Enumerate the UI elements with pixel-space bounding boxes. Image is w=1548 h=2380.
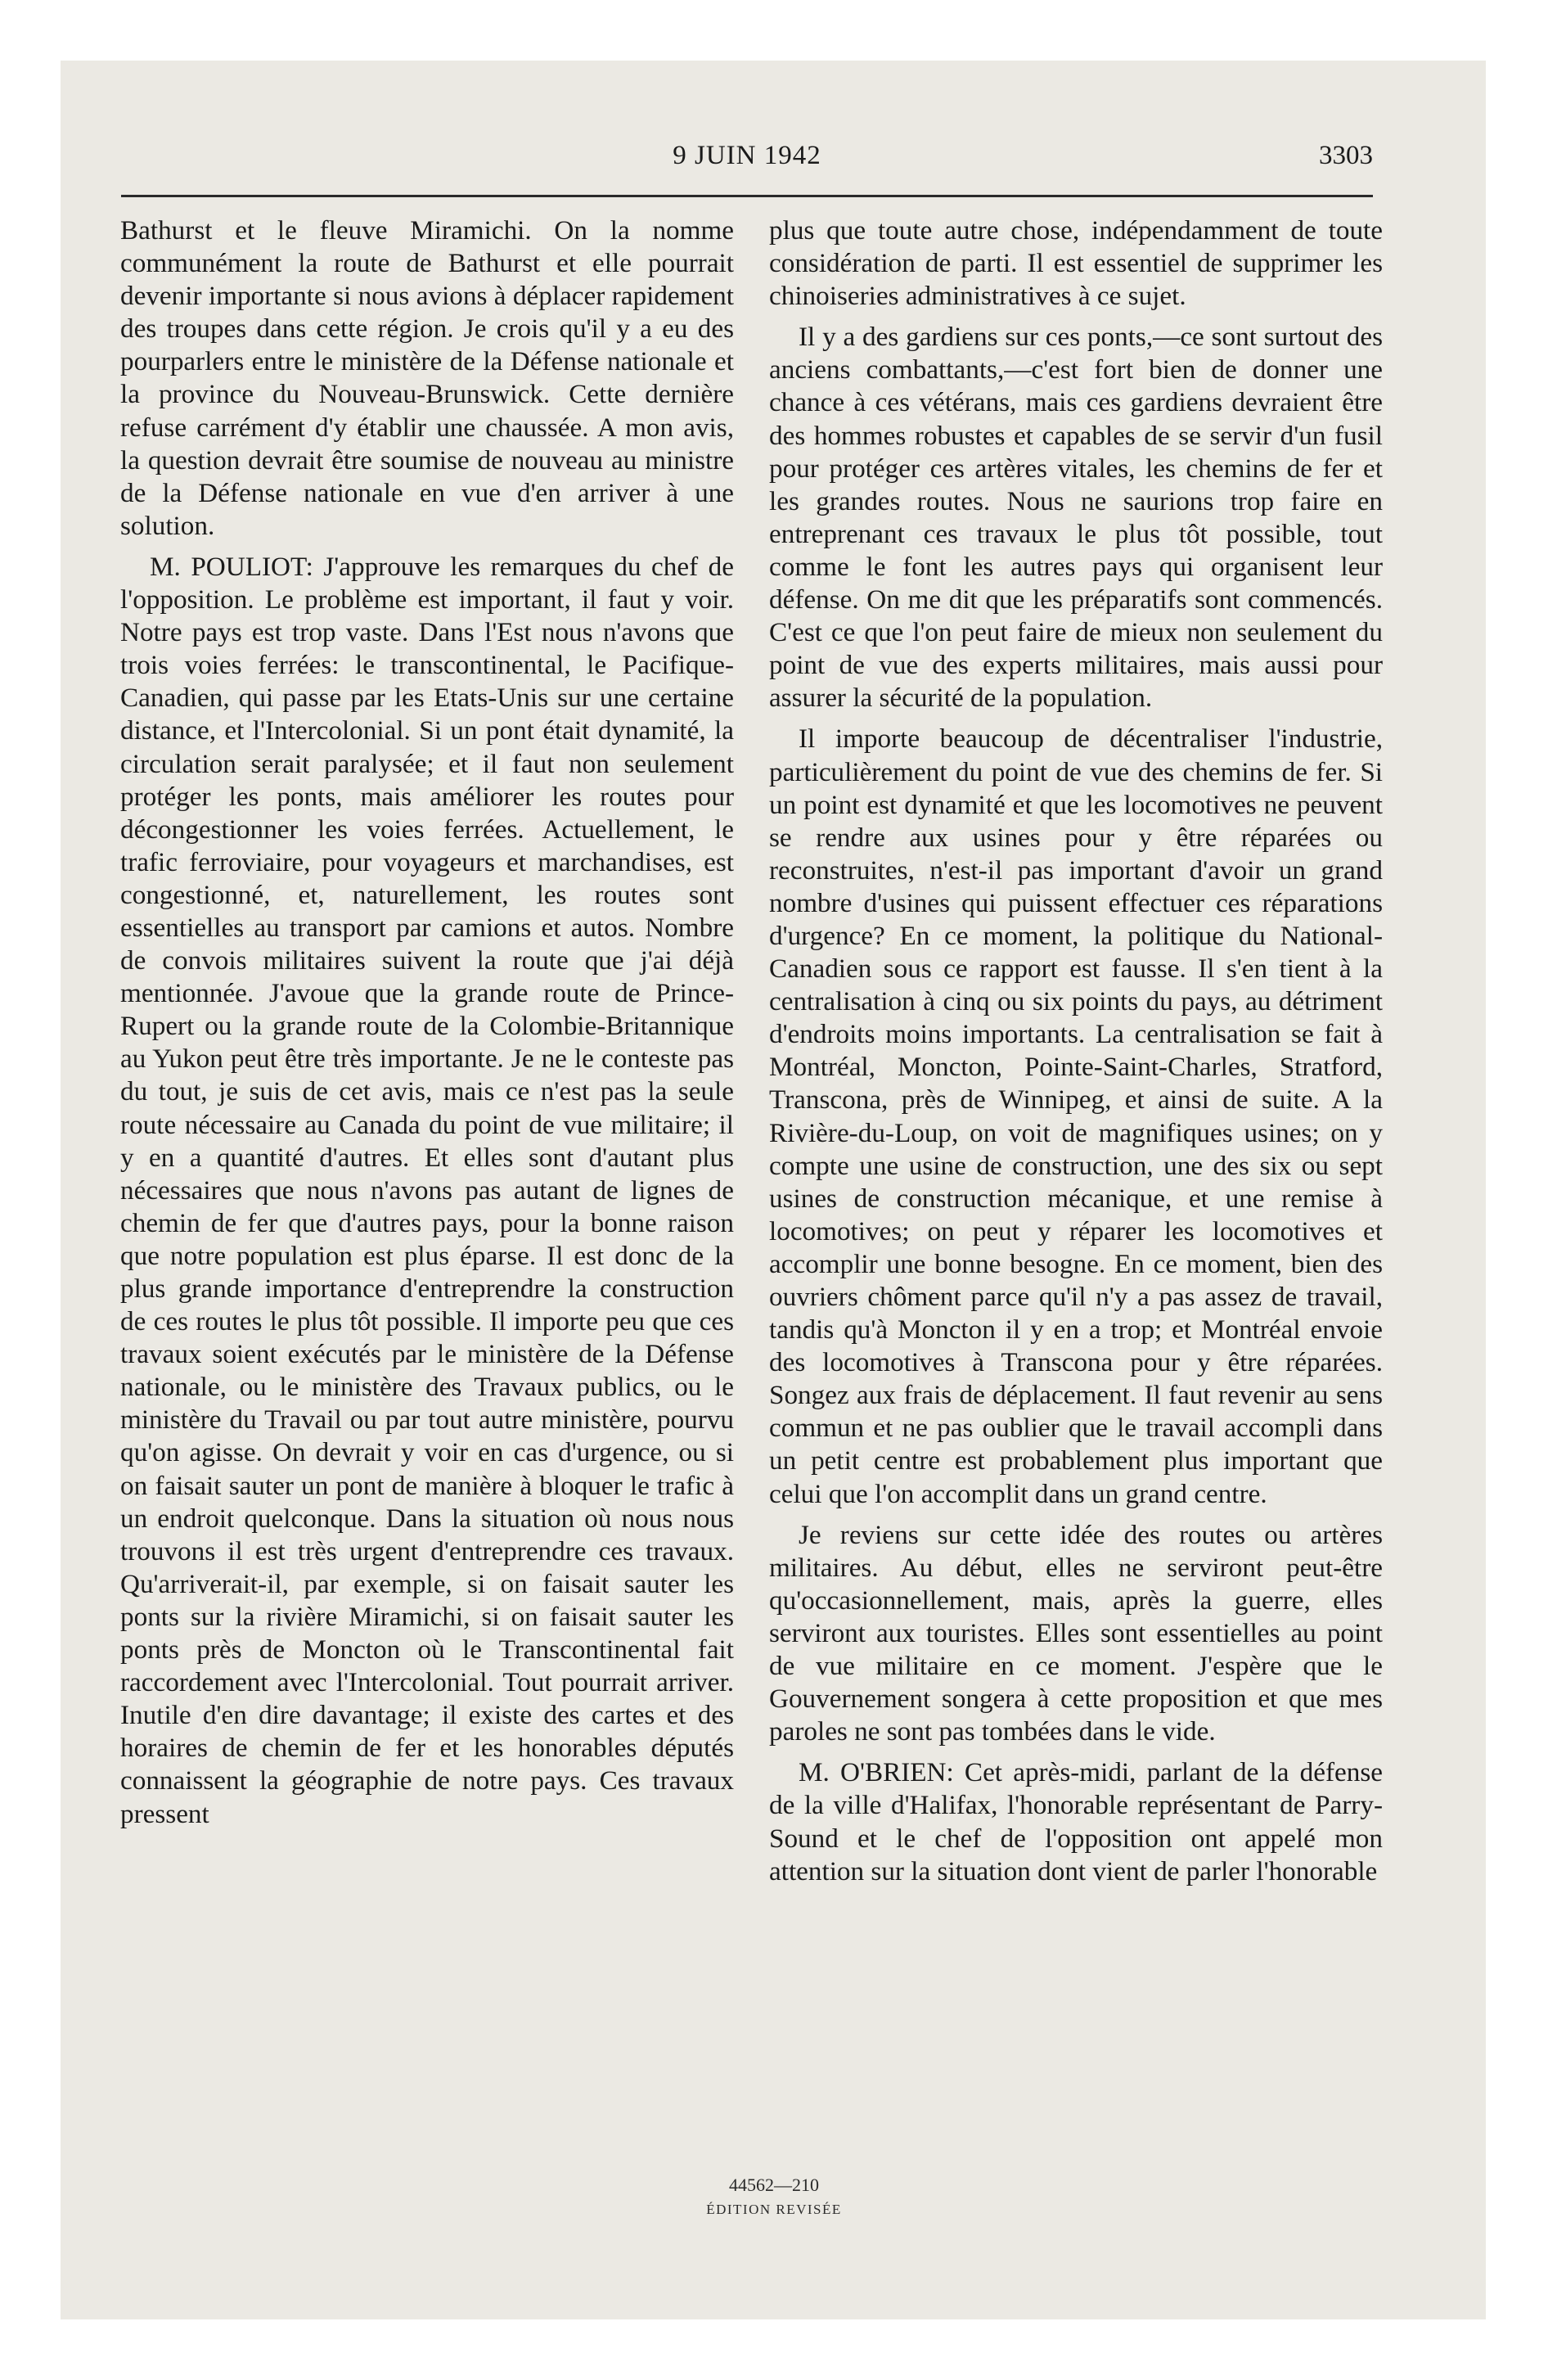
page-date: 9 JUIN 1942 bbox=[673, 141, 821, 170]
edition-label: ÉDITION REVISÉE bbox=[706, 2202, 842, 2217]
header-rule bbox=[121, 195, 1373, 197]
paragraph: Je reviens sur cette idée des routes ou artères militaires. Au début, elles ne serviront peut-être qu'occasionnellement, mais, après la guerre, elles serviront aux touristes. Elles sont essentielles au point de vue militaire en ce moment. J'espère que le Gouvernement songera à cette proposition et que mes paroles ne sont pas tombées dans le vide. bbox=[769, 1519, 1383, 1747]
paragraph: M. O'BRIEN: Cet après-midi, parlant de la défense de la ville d'Halifax, l'honorable représentant de Parry-Sound et le chef de l'opposition ont appelé mon attention sur la situation dont vient de parler l'honorable bbox=[769, 1757, 1383, 1886]
paragraph: plus que toute autre chose, indépendamment de toute considération de parti. Il est essentiel de supprimer les chinoiseries administratives à ce sujet. bbox=[769, 215, 1383, 312]
paragraph: Il importe beaucoup de décentraliser l'industrie, particulièrement du point de vue des chemins de fer. Si un point est dynamité et que les locomotives ne peuvent se rendre aux usines pour y être réparées ou reconstruites, n'est-il pas important d'avoir un grand nombre d'usines qui puissent effectuer ces réparations d'urgence? En ce moment, la politique du National-Canadien sous ce rapport est fausse. Il s'en tient à la centralisation à cinq ou six points du pays, au détriment d'endroits moins importants. La centralisation se fait à Montréal, Moncton, Pointe-Saint-Charles, Stratford, Transcona, près de Winnipeg, et ainsi de suite. A la Rivière-du-Loup, on voit de magnifiques usines; on y compte une usine de construction, une des six ou sept usines de construction mécanique, et une remise à locomotives; on peut y réparer les locomotives et accomplir une bonne besogne. En ce moment, bien des ouvriers chôment parce qu'il n'y a pas assez de travail, tandis qu'à Moncton il y en a trop; et Montréal envoie des locomotives à Transcona pour y être réparées. Songez aux frais de déplacement. Il faut revenir au sens commun et ne pas oublier que le travail accompli dans un petit centre est probablement plus important que celui que l'on accomplit dans un grand centre. bbox=[769, 723, 1383, 1509]
page-number: 3303 bbox=[1319, 141, 1373, 170]
paragraph: Il y a des gardiens sur ces ponts,—ce sont surtout des anciens combattants,—c'est fort bien de donner une chance à ces vétérans, mais ces gardiens devraient être des hommes robustes et capables de se servir d'un fusil pour protéger ces artères vitales, les chemins de fer et les grandes routes. Nous ne saurions trop faire en entreprenant ces travaux le plus tôt possible, tout comme le font les autres pays qui organisent leur défense. On me dit que les préparatifs sont commencés. C'est ce que l'on peut faire de mieux non seulement du point de vue des experts militaires, mais aussi pour assurer la sécurité de la population. bbox=[769, 322, 1383, 714]
paragraph: M. POULIOT: J'approuve les remarques du chef de l'opposition. Le problème est important, il faut y voir. Notre pays est trop vaste. Dans l'Est nous n'avons que trois voies ferrées: le transcontinental, le Pacifique-Canadien, qui passe par les Etats-Unis sur une certaine distance, et l'Intercolonial. Si un pont était dynamité, la circulation serait paralysée; et il faut non seulement protéger les ponts, mais améliorer les routes pour décongestionner les voies ferrées. Actuellement, le trafic ferroviaire, pour voyageurs et marchandises, est congestionné, et, naturellement, les routes sont essentielles au transport par camions et autos. Nombre de convois militaires suivent la route que j'ai déjà mentionnée. J'avoue que la grande route de Prince-Rupert ou la grande route de la Colombie-Britannique au Yukon peut être très importante. Je ne le conteste pas du tout, je suis de cet avis, mais ce n'est pas la seule route nécessaire au Canada du point de vue militaire; il y en a quantité d'autres. Et elles sont d'autant plus nécessaires que nous n'avons pas autant de lignes de chemin de fer que d'autres pays, pour la bonne raison que notre population est plus éparse. Il est donc de la plus grande importance d'entreprendre la construction de ces routes le plus tôt possible. Il importe peu que ces travaux soient exécutés par le ministère de la Défense nationale, ou le ministère des Travaux publics, ou le ministère du Travail ou par tout autre ministère, pourvu qu'on agisse. On devrait y voir en cas d'urgence, ou si on faisait sauter un pont de manière à bloquer le trafic à un endroit quelconque. Dans la situation où nous nous trouvons il est très urgent d'entreprendre ces travaux. Qu'arriverait-il, par exemple, si on faisait sauter les ponts sur la rivière Miramichi, si on faisait sauter les ponts près de Moncton où le Transcontinental fait raccordement avec l'Intercolonial. Tout pourrait arriver. Inutile d'en dire davantage; il existe des cartes et des horaires de chemin de fer et les honorables députés connaissent la géographie de notre pays. Ces travaux pressent bbox=[120, 551, 734, 1829]
print-code: 44562—210 bbox=[729, 2175, 819, 2195]
right-column bbox=[769, 214, 1383, 1888]
paragraph: Bathurst et le fleuve Miramichi. On la nomme communément la route de Bathurst et elle pourrait devenir importante si nous avions à déplacer rapidement des troupes dans cette région. Je crois qu'il y a eu des pourparlers entre le ministère de la Défense nationale et la province du Nouveau-Brunswick. Cette dernière refuse carrément d'y établir une chaussée. A mon avis, la question devrait être soumise de nouveau au ministre de la Défense nationale en vue d'en arriver à une solution. bbox=[120, 215, 734, 541]
page-header bbox=[121, 141, 1373, 190]
page-footer bbox=[0, 2173, 1548, 2222]
left-column bbox=[120, 214, 734, 1831]
